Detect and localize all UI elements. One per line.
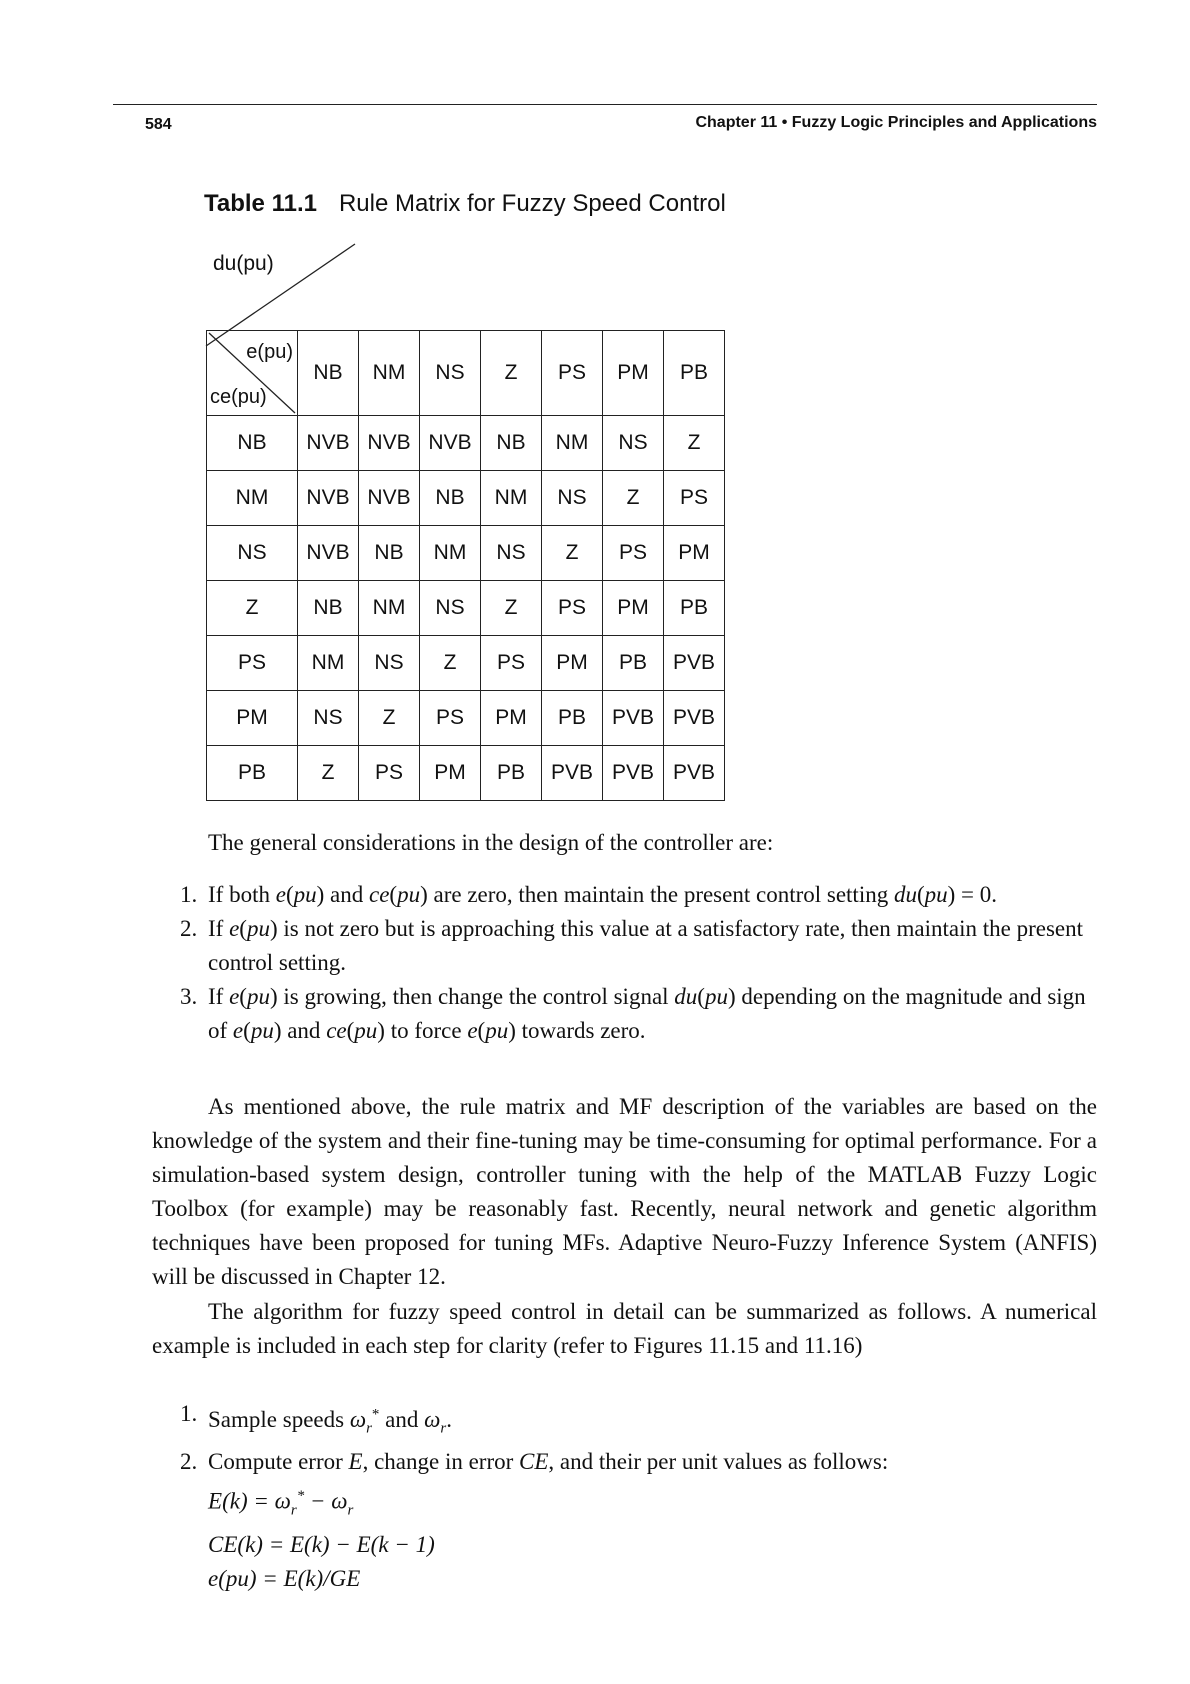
table-cell: Z [420, 636, 481, 691]
column-axis-label: e(pu) [246, 341, 293, 363]
column-header-cell: NM [359, 331, 420, 416]
table-cell: NM [542, 416, 603, 471]
table-cell: PVB [603, 691, 664, 746]
table-cell: NVB [420, 416, 481, 471]
table-cell: NM [481, 471, 542, 526]
body-paragraph-1: As mentioned above, the rule matrix and MF description of the variables are based on the knowledge of the system and their fine-tuning may be time-consuming for optimal performance. For a simulation-based system design, controller tuning with the help of the MATLAB Fuzzy Logic Toolbox (for example) may be reasonably fast. Recently, neural network and genetic algorithm techniques have been proposed for tuning MFs. Adaptive Neuro-Fuzzy Inference System (ANFIS) will be discussed in Chapter 12. [152, 1094, 1097, 1289]
running-head: Chapter 11 • Fuzzy Logic Principles and Applications [695, 114, 1097, 131]
table-cell: NS [542, 471, 603, 526]
list-item-text: If e(pu) is not zero but is approaching this value at a satisfactory rate, then maintain the present control setting. [208, 916, 1084, 975]
table-cell: NM [359, 581, 420, 636]
row-header-cell: NB [207, 416, 298, 471]
table-cell: PVB [664, 746, 725, 801]
table-cell: PB [603, 636, 664, 691]
table-cell: Z [359, 691, 420, 746]
list-item-text: Sample speeds $\omega_r^*$ and $\omega_r$. [208, 1406, 452, 1437]
table-cell: PB [664, 581, 725, 636]
table-cell: PM [481, 691, 542, 746]
table-cell: NB [359, 526, 420, 581]
table-cell: PM [420, 746, 481, 801]
algorithm-step-item [180, 1397, 1100, 1445]
consideration-item [180, 980, 1100, 1048]
table-cell: NS [603, 416, 664, 471]
rule-matrix-table [206, 330, 725, 801]
table-cell: PS [603, 526, 664, 581]
row-header-cell: PB [207, 746, 298, 801]
table-row [207, 471, 725, 526]
list-item-number: 2. [180, 1449, 198, 1475]
table-cell: NVB [359, 471, 420, 526]
table-cell: PB [481, 746, 542, 801]
row-axis-label: ce(pu) [210, 386, 267, 408]
table-cell: NB [420, 471, 481, 526]
table-caption-number: Table 11.1 [204, 190, 317, 217]
table-cell: PM [603, 581, 664, 636]
row-header-cell: PM [207, 691, 298, 746]
row-header-cell: PS [207, 636, 298, 691]
table-cell: NS [420, 581, 481, 636]
table-cell: PVB [664, 636, 725, 691]
table-row [207, 691, 725, 746]
list-item-text: If both e(pu) and ce(pu) are zero, then maintain the present control setting du(pu) = 0. [208, 882, 998, 907]
table-caption [204, 190, 726, 218]
equation-line: $E(k) = \omega_r^* - \omega_r$ [208, 1488, 354, 1519]
table-cell: PVB [664, 691, 725, 746]
table-cell: PS [481, 636, 542, 691]
table-cell: NVB [298, 416, 359, 471]
algorithm-steps-list [180, 1397, 1100, 1596]
table-cell: PVB [603, 746, 664, 801]
equation-line: e(pu) = E(k)/GE [208, 1565, 361, 1591]
table-row [207, 416, 725, 471]
table-cell: PS [542, 581, 603, 636]
table-row [207, 746, 725, 801]
table-corner-cell [207, 331, 298, 416]
row-header-cell: Z [207, 581, 298, 636]
column-header-cell: PB [664, 331, 725, 416]
table-cell: Z [298, 746, 359, 801]
output-variable-label: du(pu) [213, 252, 274, 275]
list-item-text: If e(pu) is growing, then change the control signal du(pu) depending on the magnitude and sign of e(pu) and ce(pu) to force e(pu) towards zero. [208, 984, 1086, 1043]
table-row [207, 636, 725, 691]
column-header-cell: PM [603, 331, 664, 416]
table-cell: PS [359, 746, 420, 801]
table-cell: Z [542, 526, 603, 581]
table-cell: NVB [359, 416, 420, 471]
row-header-cell: NM [207, 471, 298, 526]
list-item-number: 3. [180, 984, 198, 1009]
table-cell: NS [481, 526, 542, 581]
table-cell: NM [420, 526, 481, 581]
table-cell: NVB [298, 471, 359, 526]
table-cell: NM [298, 636, 359, 691]
equation-line: CE(k) = E(k) − E(k − 1) [208, 1531, 435, 1557]
table-cell: PB [542, 691, 603, 746]
row-header-cell: NS [207, 526, 298, 581]
table-cell: NS [359, 636, 420, 691]
list-item-number: 1. [180, 882, 198, 907]
column-header-cell: Z [481, 331, 542, 416]
header-rule [113, 104, 1097, 105]
table-cell: PS [664, 471, 725, 526]
table-cell: NB [298, 581, 359, 636]
table-caption-title: Rule Matrix for Fuzzy Speed Control [338, 190, 726, 217]
considerations-list [180, 878, 1100, 1048]
list-item-number: 2. [180, 916, 198, 941]
table-cell: Z [481, 581, 542, 636]
algorithm-step-item [180, 1445, 1100, 1479]
table-cell: PM [664, 526, 725, 581]
table-header-row [207, 331, 725, 416]
page-number: 584 [145, 116, 172, 133]
consideration-item [180, 912, 1100, 980]
table-row [207, 526, 725, 581]
column-header-cell: NS [420, 331, 481, 416]
list-item-text: Compute error E, change in error CE, and their per unit values as follows: [208, 1449, 889, 1475]
table-cell: PVB [542, 746, 603, 801]
table-cell: NS [298, 691, 359, 746]
table-row [207, 581, 725, 636]
table-cell: NVB [298, 526, 359, 581]
body-paragraph-2: The algorithm for fuzzy speed control in detail can be summarized as follows. A numerical example is included in each step for clarity (refer to Figures 11.15 and 11.16) [152, 1299, 1097, 1358]
table-cell: NB [481, 416, 542, 471]
column-header-cell: NB [298, 331, 359, 416]
table-cell: PS [420, 691, 481, 746]
list-item-number: 1. [180, 1401, 198, 1426]
table-cell: PM [542, 636, 603, 691]
table-cell: Z [664, 416, 725, 471]
column-header-cell: PS [542, 331, 603, 416]
consideration-item [180, 878, 1100, 912]
considerations-intro: The general considerations in the design of the controller are: [208, 830, 774, 855]
table-cell: Z [603, 471, 664, 526]
